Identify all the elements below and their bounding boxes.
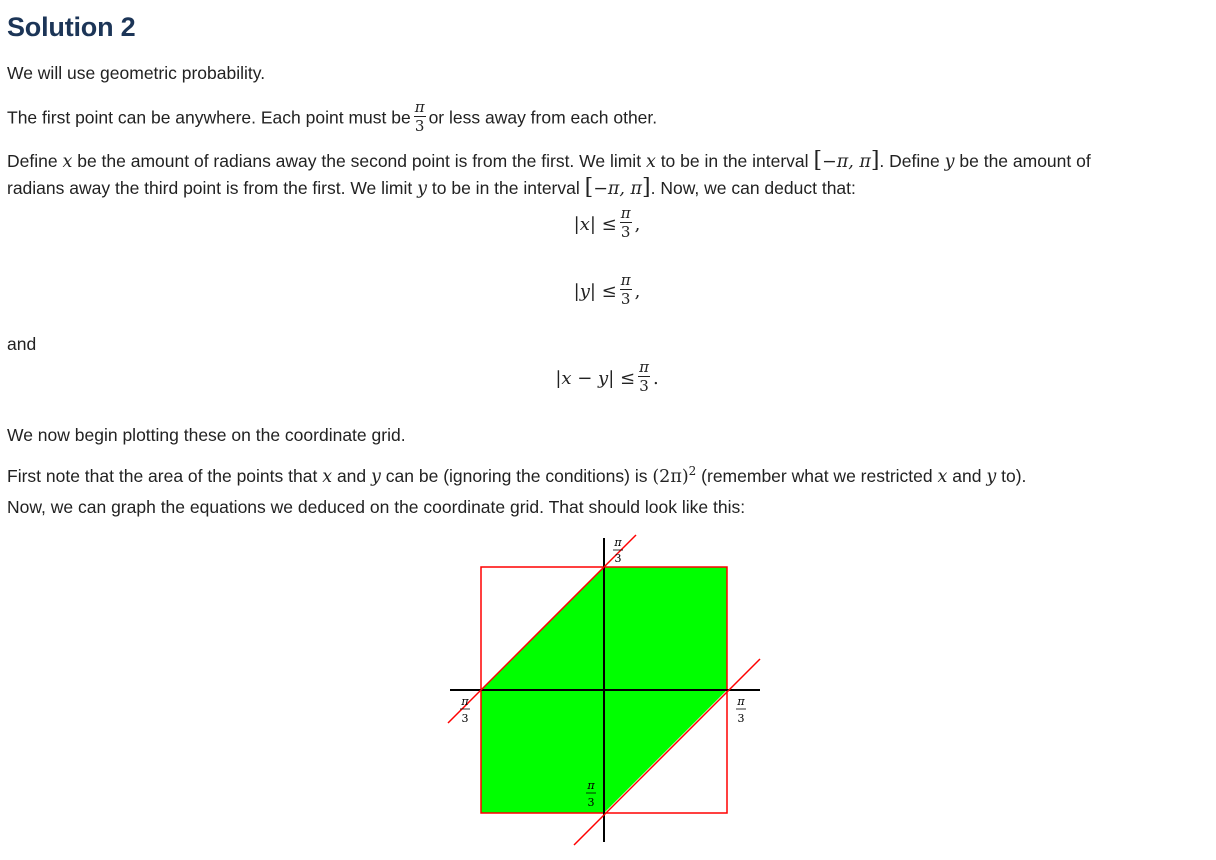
equation-abs-x-minus-y: |x − y| ≤ $\frac{\pi}{3}$ . [555,358,659,395]
area-text: First note that the area of the points that x and y can be (ignoring the conditions) is $(2\pi)^2$ (remember what we restricted x and y to). [7,464,1027,487]
solution-heading: Solution 2 [7,12,136,42]
equation-abs-y: |y| ≤ $\frac{\pi}{3}$ , [573,271,641,308]
svg-text:3: 3 [614,552,622,565]
graph-text: Now, we can graph the equations we deduced on the coordinate grid. That should look like this: [7,497,746,517]
plotting-text: We now begin plotting these on the coordinate grid. [7,425,406,445]
svg-text:3: 3 [587,796,595,809]
equation-abs-x: |x| ≤ $\frac{\pi}{3}$ , [573,204,641,241]
svg-text:π: π [461,695,469,708]
svg-text:π: π [587,779,595,792]
svg-text:3: 3 [461,712,469,725]
distance-statement: The first point can be anywhere. Each point must be $\frac{\pi}{3}$ or less away from each other. [7,98,658,135]
pi-over-3-fraction: $\frac{\pi}{3}$ [414,98,425,135]
label-right [736,695,746,725]
intro-text: We will use geometric probability. [7,63,266,83]
svg-text:π: π [737,695,745,708]
svg-text:π: π [614,536,622,549]
svg-text:3: 3 [737,712,745,725]
define-paragraph: Define x be the amount of radians away the second point is from the first. We limit x to be in the interval [−π, π]. Define y be the amount of radians away the third point is from the first. We limit y to be in the interval [−π, π]. Now, we can deduct that: [7,148,1091,200]
and-text: and [7,334,37,354]
